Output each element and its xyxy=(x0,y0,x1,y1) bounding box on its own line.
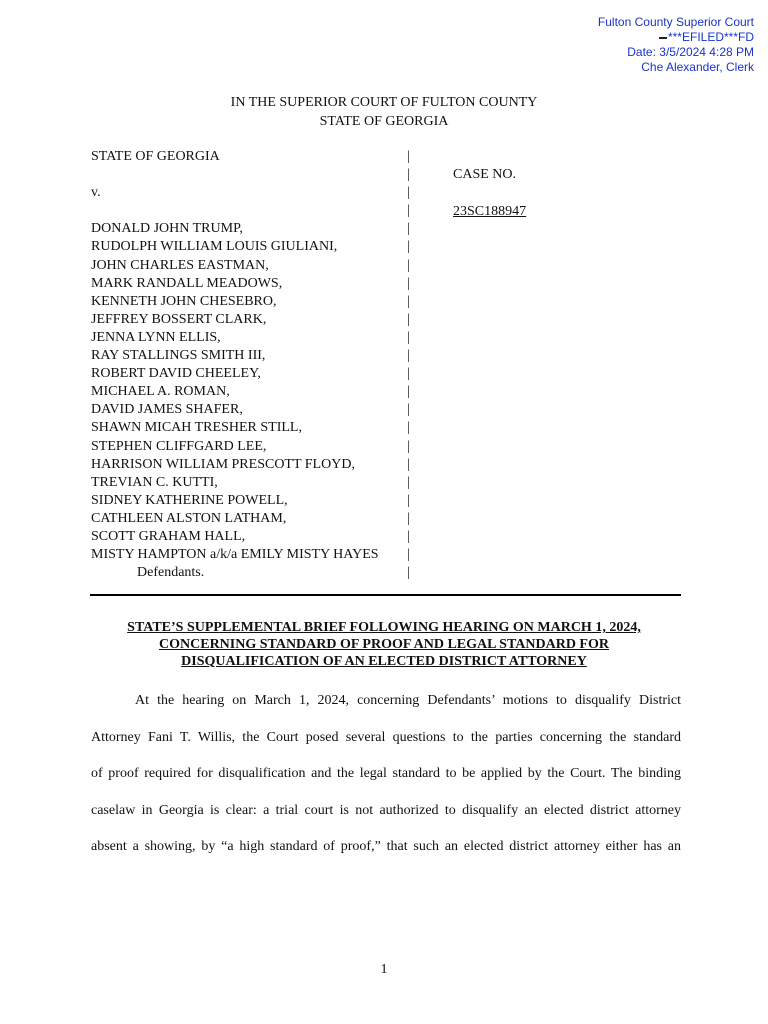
body-line: Attorney Fani T. Willis, the Court posed several questions to the parties concerning the standard xyxy=(91,729,681,745)
court-state: STATE OF GEORGIA xyxy=(319,114,449,129)
party-name: ROBERT DAVID CHEELEY, xyxy=(91,366,261,382)
strike-mark xyxy=(659,37,667,39)
party-name: CATHLEEN ALSTON LATHAM, xyxy=(91,510,287,526)
caption-bar: | xyxy=(407,149,410,164)
caption-bar: | xyxy=(407,366,410,382)
court-heading xyxy=(0,93,768,131)
case-number-label: CASE NO. xyxy=(453,167,517,182)
party-name: MICHAEL A. ROMAN, xyxy=(91,384,230,400)
brief-body xyxy=(91,683,681,866)
caption-bar: | xyxy=(407,510,410,526)
caption-bar: | xyxy=(407,420,410,436)
caption-bar: | xyxy=(407,456,410,472)
party-name: HARRISON WILLIAM PRESCOTT FLOYD, xyxy=(91,456,355,472)
stamp-efiled xyxy=(598,30,754,45)
party-name: DONALD JOHN TRUMP, xyxy=(91,221,243,237)
caption-bar: | xyxy=(407,438,410,454)
caption-bar: | xyxy=(407,257,410,273)
party-name: JEFFREY BOSSERT CLARK, xyxy=(91,311,267,327)
party-name: STEPHEN CLIFFGARD LEE, xyxy=(91,438,267,454)
party-name: STATE OF GEORGIA xyxy=(91,149,220,164)
party-name: TREVIAN C. KUTTI, xyxy=(91,474,218,490)
efiled-stamp xyxy=(598,15,754,75)
page-number: 1 xyxy=(380,962,388,977)
body-line: of proof required for disqualification and the legal standard to be applied by the Court. The binding xyxy=(91,766,681,781)
caption-bar: | xyxy=(407,293,410,309)
brief-title-line: CONCERNING STANDARD OF PROOF AND LEGAL STANDARD FOR xyxy=(159,637,609,652)
caption-bar: | xyxy=(407,348,410,364)
body-line: caselaw in Georgia is clear: a trial court is not authorized to disqualify an elected district attorney xyxy=(91,802,681,818)
party-name: DAVID JAMES SHAFER, xyxy=(91,402,243,418)
party-name: RAY STALLINGS SMITH III, xyxy=(91,348,266,364)
caption-bar: | xyxy=(407,565,410,581)
brief-title-line: DISQUALIFICATION OF AN ELECTED DISTRICT ATTORNEY xyxy=(181,654,587,669)
caption-bar: | xyxy=(407,547,410,563)
defendants-label: Defendants. xyxy=(137,565,205,581)
brief-title xyxy=(0,619,768,670)
caption-bar: | xyxy=(407,275,410,291)
party-name: MISTY HAMPTON a/k/a EMILY MISTY HAYES xyxy=(91,547,379,563)
caption-bar: | xyxy=(407,221,410,237)
party-name: SIDNEY KATHERINE POWELL, xyxy=(91,492,288,508)
stamp-clerk: Che Alexander, Clerk xyxy=(641,60,754,74)
caption-bar: | xyxy=(407,311,410,327)
party-name: JOHN CHARLES EASTMAN, xyxy=(91,257,269,273)
caption-bar: | xyxy=(407,239,410,255)
caption-bar: | xyxy=(407,528,410,544)
caption-bar: | xyxy=(407,474,410,490)
party-name: SCOTT GRAHAM HALL, xyxy=(91,528,246,544)
party-name: SHAWN MICAH TRESHER STILL, xyxy=(91,420,302,436)
party-name: RUDOLPH WILLIAM LOUIS GIULIANI, xyxy=(91,239,338,255)
party-name: JENNA LYNN ELLIS, xyxy=(91,329,221,345)
case-number: 23SC188947 xyxy=(453,204,527,219)
caption-bar: | xyxy=(407,203,410,219)
caption-bar: | xyxy=(407,167,410,183)
stamp-date: Date: 3/5/2024 4:28 PM xyxy=(627,45,754,59)
court-name: IN THE SUPERIOR COURT OF FULTON COUNTY xyxy=(230,95,538,110)
party-name: KENNETH JOHN CHESEBRO, xyxy=(91,293,277,309)
body-line: absent a showing, by “a high standard of proof,” that such an elected district attorney either has an xyxy=(91,839,681,854)
stamp-efiled-text: ***EFILED***FD xyxy=(667,30,754,44)
caption-bar: | xyxy=(407,492,410,508)
caption-bar: | xyxy=(407,384,410,400)
caption-bar: | xyxy=(407,402,410,418)
caption-bar: | xyxy=(407,185,410,201)
brief-title-line: STATE’S SUPPLEMENTAL BRIEF FOLLOWING HEARING ON MARCH 1, 2024, xyxy=(127,620,641,635)
stamp-court: Fulton County Superior Court xyxy=(597,15,754,29)
caption-bar: | xyxy=(407,329,410,345)
body-line: At the hearing on March 1, 2024, concerning Defendants’ motions to disqualify District xyxy=(135,693,681,708)
party-name: v. xyxy=(91,185,101,201)
caption-divider xyxy=(90,594,681,596)
party-name: MARK RANDALL MEADOWS, xyxy=(91,275,283,291)
